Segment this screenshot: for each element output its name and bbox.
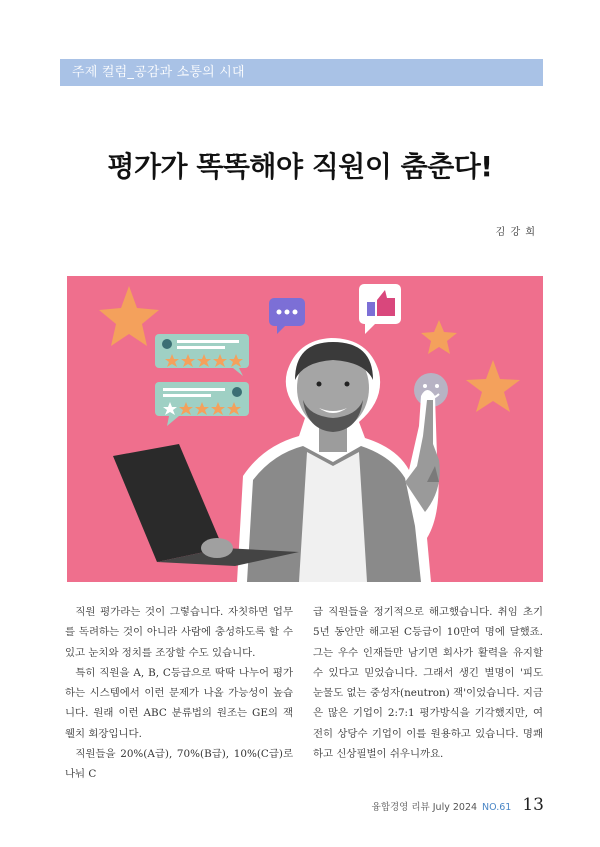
paragraph: 직원 평가라는 것이 그렇습니다. 자칫하면 업무를 독려하는 것이 아니라 사람에 충성하도록 할 수 있고 눈치와 정치를 조장할 수도 있습니다. [65,606,293,659]
article-title: 평가가 똑똑해야 직원이 춤춘다! [107,150,493,183]
star-icon [99,286,159,346]
magazine-name: 융합경영 리뷰 July 2024 [371,802,478,813]
article-body-left [65,602,293,785]
hero-svg [67,276,543,582]
paragraph: 특히 직원을 A, B, C등급으로 딱딱 나누어 평가하는 시스템에서 이런 문제가 나올 가능성이 높습니다. 원래 이런 ABC 분류법의 원조는 GE의 잭 웰치 회장입니다. [65,666,293,740]
star-icon [421,320,457,354]
person-figure [113,338,440,582]
page-number: 13 [522,795,544,815]
review-card-icon [155,334,249,376]
page-footer [372,795,544,815]
article-body-right [313,602,543,764]
author-name: 김 강 희 [495,227,536,238]
star-icon [466,360,520,412]
column-banner [60,59,543,86]
chat-bubble-icon [269,298,305,334]
hero-illustration [67,276,543,582]
thumbs-up-icon [359,284,401,334]
paragraph: 직원들을 20%(A급), 70%(B급), 10%(C급)로 나눠 C [65,748,293,781]
review-card-icon [155,382,249,426]
issue-number: NO.61 [482,802,512,813]
column-label: 주제 컬럼_공감과 소통의 시대 [72,65,245,80]
paragraph: 급 직원들을 정기적으로 해고했습니다. 취임 초기 5년 동안만 해고된 C등급이 10만여 명에 달했죠. 그는 우수 인재들만 남기면 회사가 활력을 유지할 수 있다고 믿었습니다. 그래서 생긴 별명이 '피도 눈물도 없는 중성자(neutron) 잭'이었습니다. 지금은 많은 기업이 2:7:1 평가방식을 기각했지만, 여전히 상당수 기업이 이를 원용하고 있습니다. 명쾌하고 신상필벌이 쉬우니까요. [313,606,543,761]
